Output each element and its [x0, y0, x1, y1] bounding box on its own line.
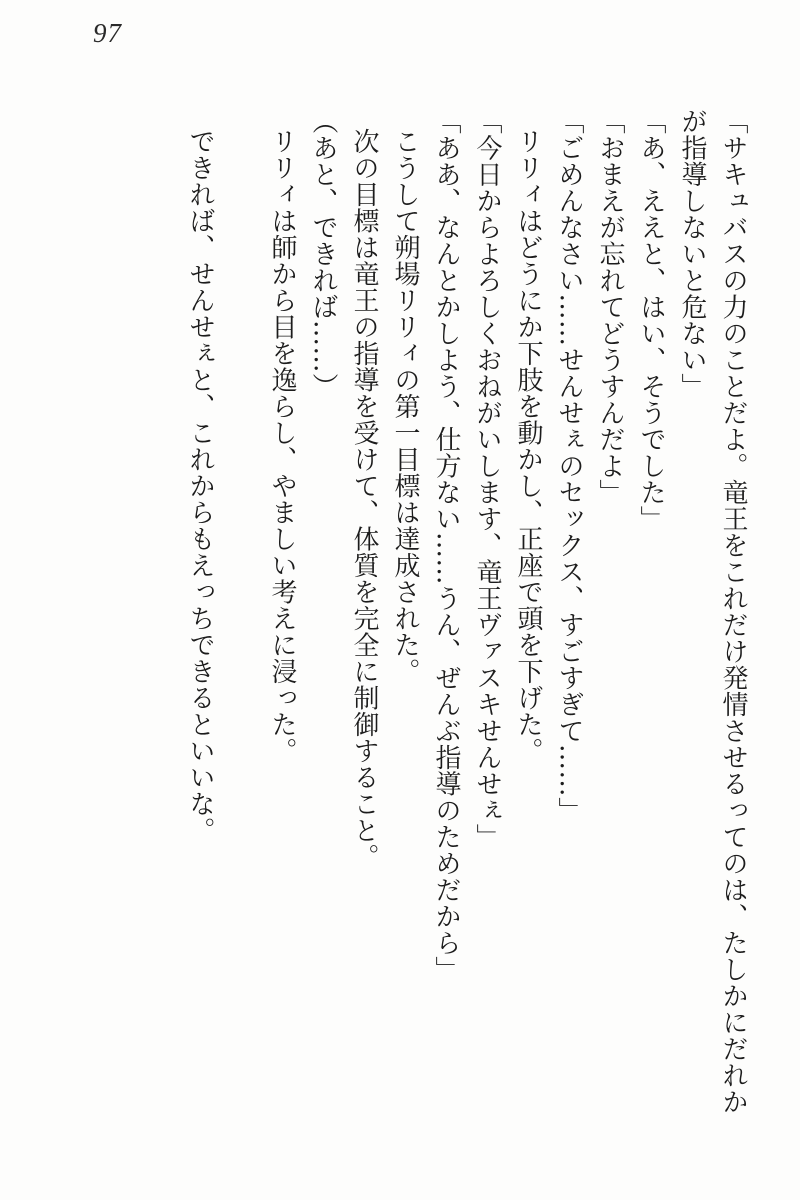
text-line: 「あ、ええと、はい、そうでした」 — [636, 108, 666, 532]
blank-line — [220, 108, 261, 1178]
text-line: リリィはどうにか下肢を動かし、正座で頭を下げた。 — [513, 128, 543, 764]
page-number: 97 — [93, 18, 122, 48]
text-line: 「サキュバスの力のことだよ。竜王をこれだけ発情させるってのは、たしかにだれか — [718, 108, 748, 1115]
text-line: （あと、できれば……） — [308, 108, 338, 400]
text-line: が指導しないと危ない」 — [677, 108, 707, 400]
text-line: 「おまえが忘れてどうすんだよ」 — [595, 108, 625, 506]
text-line: リリィは師から目を逸らし、やましい考えに浸った。 — [267, 128, 297, 764]
body-text — [179, 108, 753, 1178]
text-line: 「ああ、なんとかしよう、仕方ない……うん、ぜんぶ指導のためだから」 — [431, 108, 461, 983]
text-line: 次の目標は竜王の指導を受けて、体質を完全に制御すること。 — [349, 128, 379, 870]
text-line: できれば、せんせぇと、これからもえっちできるといいな。 — [185, 128, 215, 844]
text-line: 「ごめんなさい……せんせぇのセックス、すごすぎて……」 — [554, 108, 584, 824]
text-line: 「今日からよろしくおねがいします、竜王ヴァスキせんせぇ」 — [472, 108, 502, 850]
text-line: こうして朔場リリィの第一目標は達成された。 — [390, 128, 420, 685]
